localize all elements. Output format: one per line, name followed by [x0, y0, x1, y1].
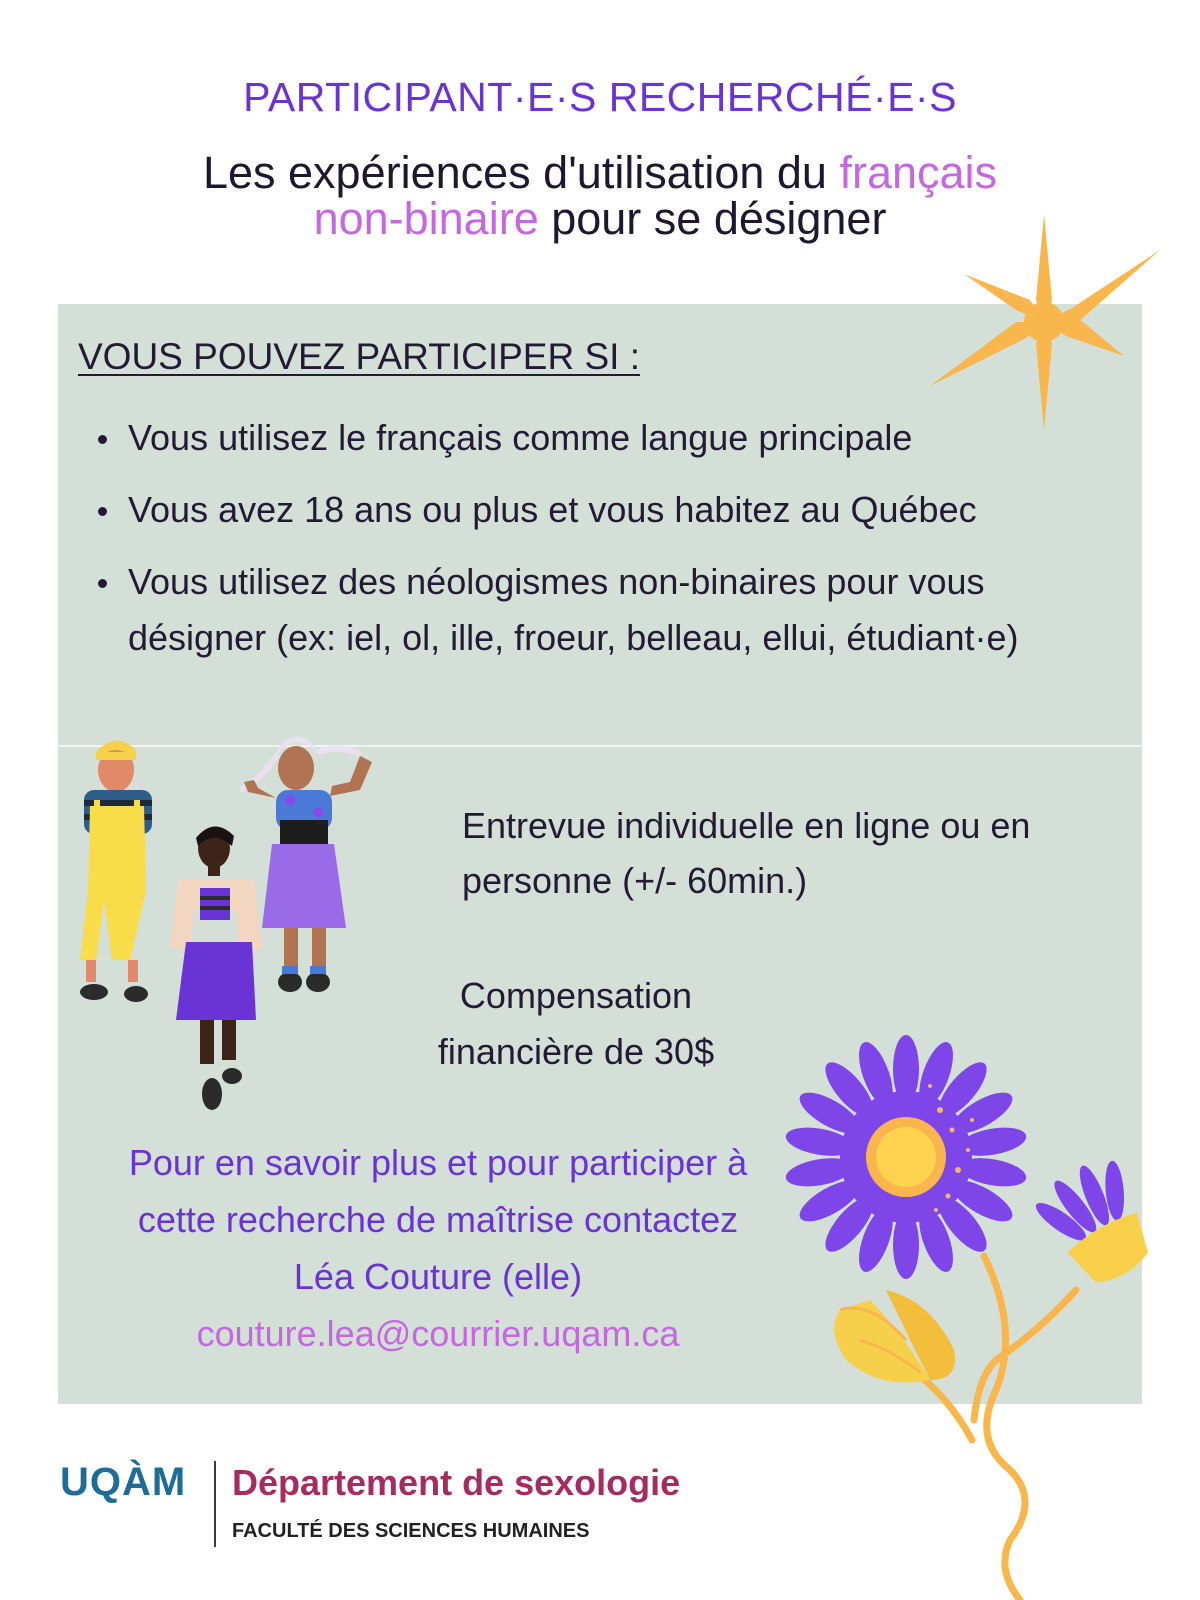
yellow-flower [834, 1290, 955, 1383]
criteria-heading: VOUS POUVEZ PARTICIPER SI : [78, 336, 640, 377]
small-purple-flower [1024, 1147, 1172, 1299]
title-text: Les expériences d'utilisation du [202, 147, 840, 198]
department-name: Département de sexologie [232, 1462, 681, 1503]
compensation-line: Compensation [459, 975, 693, 1016]
contact-name: Léa Couture (elle) [293, 1256, 583, 1297]
title-accent: français [839, 147, 998, 198]
list-item: Vous utilisez le français comme langue principale [90, 410, 1090, 466]
uqam-logo: UQÀM [60, 1460, 187, 1504]
faculty-name: FACULTÉ DES SCIENCES HUMAINES [232, 1520, 590, 1542]
compensation-line: financière de 30$ [437, 1031, 715, 1072]
list-item: Vous utilisez des néologismes non-binaires pour vous désigner (ex: iel, ol, ille, froeur, belleau, ellui, étudiant·e) [90, 554, 1090, 666]
title-accent: non-binaire [313, 193, 539, 244]
contact-email[interactable]: couture.lea@courrier.uqam.ca [196, 1313, 680, 1354]
page-kicker: PARTICIPANT·E·S RECHERCHÉ·E·S [243, 74, 957, 120]
contact-line: cette recherche de maîtrise contactez [137, 1199, 739, 1240]
interview-text: Entrevue individuelle en ligne ou en personne (+/- 60min.) [462, 805, 1031, 901]
title-text: pour se désigner [538, 193, 887, 244]
logo-divider [214, 1461, 216, 1547]
contact-line: Pour en savoir plus et pour participer à [128, 1142, 748, 1183]
list-item: Vous avez 18 ans ou plus et vous habitez au Québec [90, 482, 1090, 538]
